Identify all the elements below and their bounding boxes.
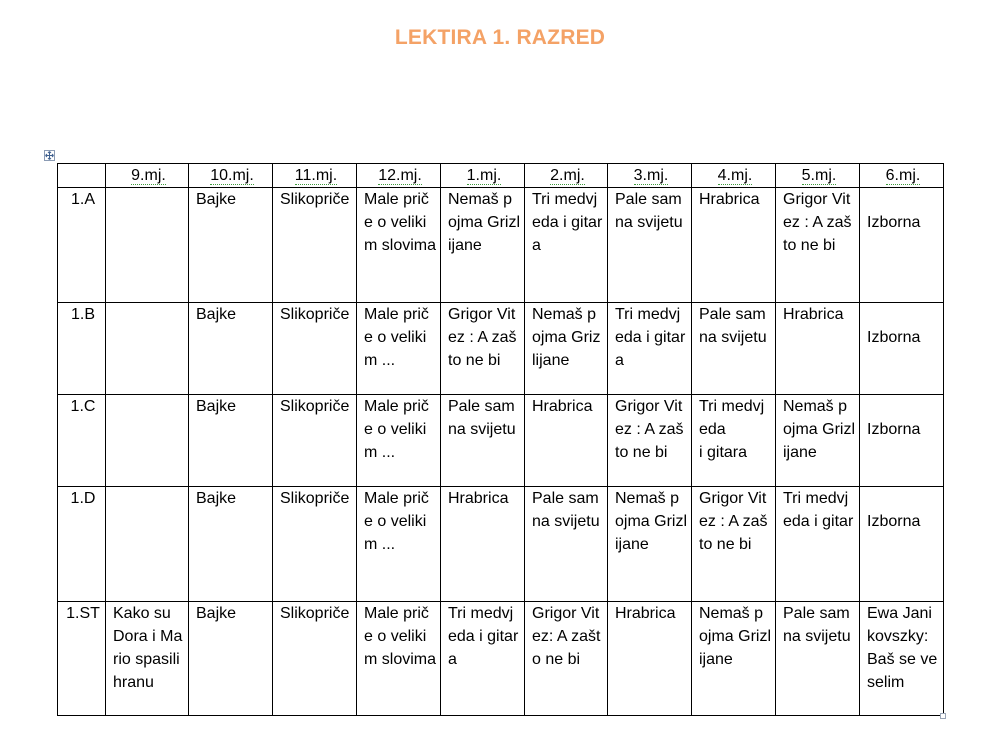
header-month-cell (692, 164, 776, 188)
month-label: 2.mj. (550, 167, 585, 184)
book-title: Grigor Vitez : A zašto ne bi (448, 306, 517, 369)
book-title: Nemaš pojma Grizlijane (532, 306, 601, 369)
book-cell (441, 395, 525, 487)
book-title: Nemaš pojma Grizlijane (615, 490, 688, 553)
table-move-handle-icon[interactable] (44, 150, 55, 161)
book-title: Nemaš pojma Grizlijane (783, 398, 856, 461)
book-title: Bajke (196, 191, 237, 208)
book-title: Hrabrica (615, 605, 676, 622)
book-cell (189, 395, 273, 487)
book-title: Bajke (196, 398, 237, 415)
book-cell (692, 395, 776, 487)
book-title: Nemaš pojma Grizlijane (699, 605, 772, 668)
book-cell (608, 395, 692, 487)
book-title: Male priče o velikim slovima (364, 605, 437, 668)
book-cell (189, 188, 273, 303)
reading-schedule-table (57, 163, 944, 716)
book-cell (357, 487, 441, 602)
book-title: Bajke (196, 306, 237, 323)
book-title: Grigor Vitez : A zašto ne bi (699, 490, 768, 553)
table-resize-handle[interactable] (940, 713, 946, 719)
book-cell (608, 602, 692, 716)
header-month-cell (776, 164, 860, 188)
header-month-cell (525, 164, 608, 188)
month-label: 3.mj. (633, 167, 669, 184)
class-label-cell: 1.D (58, 487, 106, 602)
book-title: Grigor Vitez : A zašto ne bi (783, 191, 852, 254)
table-header-row (58, 164, 944, 188)
book-title: Tri medvjeda i gitara (532, 191, 603, 254)
book-cell (525, 602, 608, 716)
table-row (58, 487, 944, 602)
class-label-cell: 1.ST (58, 602, 106, 716)
book-title: Bajke (196, 605, 237, 622)
book-cell (441, 602, 525, 716)
book-cell (776, 303, 860, 395)
book-title: Pale sam na svijetu (699, 306, 767, 346)
book-cell (860, 487, 944, 602)
book-cell (273, 303, 357, 395)
header-month-cell (189, 164, 273, 188)
book-title: Hrabrica (448, 490, 509, 507)
book-cell (441, 487, 525, 602)
month-label: 1.mj. (466, 167, 502, 184)
table-row (58, 188, 944, 303)
book-title: Slikopriče (280, 605, 350, 622)
month-label: 5.mj. (801, 167, 837, 184)
book-cell (357, 395, 441, 487)
book-cell (189, 487, 273, 602)
book-cell (692, 188, 776, 303)
book-title: Tri medvjeda i gitara (615, 306, 686, 369)
book-title: Pale sam na svijetu (615, 191, 683, 231)
book-title: Izborna (867, 421, 921, 438)
book-cell (106, 188, 189, 303)
book-cell (273, 487, 357, 602)
book-cell (692, 602, 776, 716)
book-cell (860, 395, 944, 487)
book-cell (608, 188, 692, 303)
book-cell (273, 602, 357, 716)
header-month-cell (441, 164, 525, 188)
class-label-cell: 1.C (58, 395, 106, 487)
book-title: Grigor Vitez : A zašto ne bi (615, 398, 684, 461)
month-label: 4.mj. (717, 167, 753, 184)
header-month-cell (106, 164, 189, 188)
book-cell (525, 487, 608, 602)
book-title: Bajke (196, 490, 237, 507)
book-title: Male priče o velikim ... (364, 490, 429, 553)
book-cell (776, 487, 860, 602)
header-month-cell (860, 164, 944, 188)
book-title: Grigor Vitez: A zašto ne bi (532, 605, 601, 668)
book-cell (273, 395, 357, 487)
book-cell (441, 303, 525, 395)
book-cell (441, 188, 525, 303)
book-cell (860, 188, 944, 303)
book-cell (106, 487, 189, 602)
month-label: 12.mj. (378, 167, 422, 184)
book-cell (692, 487, 776, 602)
book-cell (189, 303, 273, 395)
class-label-cell: 1.A (58, 188, 106, 303)
header-corner-cell (58, 164, 106, 188)
book-title: Male priče o velikim ... (364, 398, 429, 461)
book-cell (860, 303, 944, 395)
book-cell (273, 188, 357, 303)
header-month-cell (273, 164, 357, 188)
book-cell (692, 303, 776, 395)
table-row (58, 602, 944, 716)
book-title: Tri medvjeda i gitara (448, 605, 519, 668)
table-row (58, 395, 944, 487)
book-title: Izborna (867, 214, 921, 231)
document-title: LEKTIRA 1. RAZRED (394, 26, 606, 49)
book-cell (189, 602, 273, 716)
month-label: 11.mj. (294, 167, 338, 184)
book-cell (106, 395, 189, 487)
book-title: Pale sam na svijetu (783, 605, 851, 645)
book-title: Nemaš pojma Grizlijane (448, 191, 521, 254)
book-title: Slikopriče (280, 191, 350, 208)
book-title: Male priče o velikim slovima (364, 191, 437, 254)
book-title: Kako su Dora i Mario spasili hranu (113, 605, 183, 691)
table-row (58, 303, 944, 395)
book-title: Male priče o velikim ... (364, 306, 429, 369)
book-cell (776, 395, 860, 487)
book-title: Izborna (867, 513, 921, 530)
book-cell (525, 303, 608, 395)
book-title: Hrabrica (532, 398, 593, 415)
book-title: Hrabrica (783, 306, 844, 323)
book-cell (525, 188, 608, 303)
book-cell (860, 602, 944, 716)
book-cell (608, 303, 692, 395)
month-label: 10.mj. (210, 167, 254, 184)
book-cell (357, 602, 441, 716)
header-month-cell (608, 164, 692, 188)
book-title: Slikopriče (280, 398, 350, 415)
book-title: Slikopriče (280, 306, 350, 323)
book-title: Ewa Janikovszky: Baš se veselim (867, 605, 938, 691)
header-month-cell (357, 164, 441, 188)
book-title: Izborna (867, 329, 921, 346)
book-title: Pale sam na svijetu (448, 398, 516, 438)
book-title: Hrabrica (699, 191, 760, 208)
book-cell (608, 487, 692, 602)
month-label: 6.mj. (885, 167, 921, 184)
book-cell (776, 602, 860, 716)
book-cell (776, 188, 860, 303)
book-cell (357, 188, 441, 303)
book-cell (106, 602, 189, 716)
month-label: 9.mj. (131, 167, 166, 184)
book-title: Pale sam na svijetu (532, 490, 600, 530)
book-cell (357, 303, 441, 395)
book-title: Tri medvjeda i gitara (699, 398, 765, 461)
book-cell (106, 303, 189, 395)
book-cell (525, 395, 608, 487)
book-title: Tri medvjeda i gitar (783, 490, 854, 530)
class-label-cell: 1.B (58, 303, 106, 395)
book-title: Slikopriče (280, 490, 350, 507)
